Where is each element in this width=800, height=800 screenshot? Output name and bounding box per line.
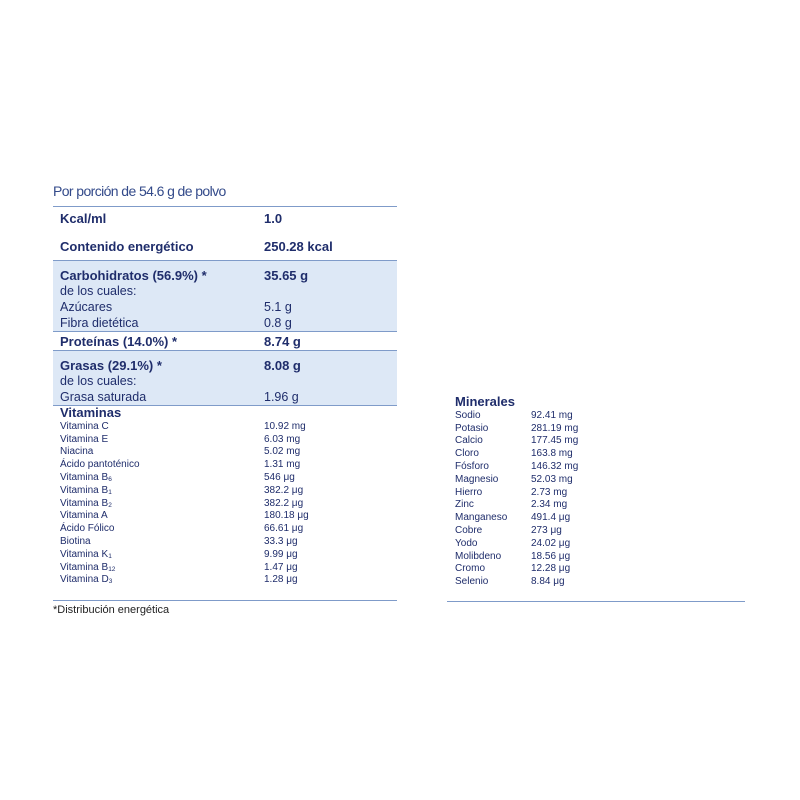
- vitamins-value: 66.61 μg: [264, 523, 304, 535]
- minerals-row: [447, 524, 745, 537]
- protein-label: Proteínas (14.0%) *: [60, 333, 178, 349]
- minerals-value: 2.73 mg: [531, 486, 568, 498]
- minerals-title: Minerales: [455, 394, 515, 409]
- vitamins-name: Vitamina $K_1$: [60, 548, 112, 560]
- carbs-row: [53, 267, 397, 283]
- vitamins-row: [53, 548, 397, 561]
- fat-block: [53, 350, 397, 405]
- minerals-name: Cromo: [455, 563, 486, 575]
- minerals-row: [447, 460, 745, 473]
- sugar-label: Azúcares: [60, 300, 113, 314]
- energy-value: 250.28 kcal: [264, 239, 333, 254]
- vitamins-list: [53, 420, 397, 586]
- minerals-name: Cobre: [455, 525, 483, 537]
- vitamins-value: 1.47 μg: [264, 561, 298, 573]
- sat-fat-value: 1.96 g: [264, 390, 299, 404]
- minerals-name: Fósforo: [455, 461, 489, 473]
- minerals-name: Hierro: [455, 486, 483, 498]
- vitamins-value: 1.31 mg: [264, 459, 301, 471]
- footnote: *Distribución energética: [53, 604, 170, 616]
- fat-of-which: de los cuales:: [60, 374, 137, 388]
- minerals-value: 281.19 mg: [531, 422, 579, 434]
- serving-caption: Por porción de 54.6 g de polvo: [53, 183, 226, 199]
- minerals-value: 177.45 mg: [531, 435, 579, 447]
- table-bottom-divider: [53, 600, 397, 601]
- vitamins-row: [53, 458, 397, 471]
- minerals-section: [447, 395, 745, 588]
- protein-row: [53, 331, 397, 350]
- minerals-row: [447, 447, 745, 460]
- minerals-bottom-divider: [447, 601, 745, 602]
- minerals-name: Magnesio: [455, 473, 499, 485]
- minerals-row: [447, 563, 745, 576]
- vitamins-value: 6.03 mg: [264, 433, 301, 445]
- kcal-value: 1.0: [264, 210, 283, 226]
- minerals-name: Potasio: [455, 422, 489, 434]
- minerals-value: 163.8 mg: [531, 448, 573, 460]
- vitamins-row: [53, 510, 397, 523]
- fiber-label: Fibra dietética: [60, 316, 139, 330]
- fat-row: [53, 357, 397, 373]
- vitamins-name: Biotina: [60, 536, 91, 548]
- minerals-value: 2.34 mg: [531, 499, 568, 511]
- minerals-row: [447, 499, 745, 512]
- vitamins-row: [53, 446, 397, 459]
- vitamins-subscript: 1: [108, 488, 112, 496]
- minerals-row: [447, 473, 745, 486]
- minerals-value: 491.4 μg: [531, 512, 571, 524]
- fat-of-which-row: [53, 373, 397, 389]
- carbs-label: Carbohidratos (56.9%) *: [60, 267, 207, 283]
- vitamins-name: Vitamina $B_2$: [60, 497, 112, 509]
- vitamins-name: Vitamina $B_{12}$: [60, 561, 116, 573]
- sat-fat-label: Grasa saturada: [60, 390, 147, 404]
- minerals-value: 24.02 μg: [531, 537, 571, 549]
- vitamins-subscript: 12: [108, 565, 116, 573]
- carbs-of-which: de los cuales:: [60, 284, 137, 298]
- vitamins-name: Vitamina $D_3$: [60, 574, 113, 586]
- vitamins-row: [53, 420, 397, 433]
- vitamins-row: [53, 574, 397, 587]
- minerals-name: Manganeso: [455, 512, 508, 524]
- fiber-row: [53, 315, 397, 331]
- minerals-name: Selenio: [455, 576, 489, 588]
- sugar-value: 5.1 g: [264, 300, 292, 314]
- vitamins-value: 1.28 μg: [264, 574, 298, 586]
- minerals-name: Sodio: [455, 409, 481, 421]
- vitamins-name: Ácido pantoténico: [60, 459, 140, 471]
- minerals-value: 8.84 μg: [531, 576, 565, 588]
- minerals-row: [447, 409, 745, 422]
- vitamins-value: 10.92 mg: [264, 420, 306, 432]
- minerals-value: 12.28 μg: [531, 563, 571, 575]
- fat-label: Grasas (29.1%) *: [60, 357, 162, 373]
- vitamins-subscript: 3: [108, 578, 113, 586]
- minerals-row: [447, 511, 745, 524]
- carbs-of-which-row: [53, 283, 397, 299]
- vitamins-value: 9.99 μg: [264, 548, 298, 560]
- vitamins-name: Vitamina E: [60, 433, 109, 445]
- vitamins-value: 546 μg: [264, 472, 295, 484]
- vitamins-section: [53, 405, 397, 586]
- vitamins-row: [53, 535, 397, 548]
- minerals-name: Zinc: [455, 499, 474, 511]
- sugar-row: [53, 299, 397, 315]
- vitamins-name: Vitamina $B_6$: [60, 472, 112, 484]
- vitamins-subscript: 1: [108, 552, 112, 560]
- minerals-row: [447, 575, 745, 588]
- kcal-label: Kcal/ml: [60, 210, 107, 226]
- minerals-value: 273 μg: [531, 525, 562, 537]
- kcal-row: [53, 206, 397, 229]
- vitamins-name: Vitamina A: [60, 510, 108, 522]
- vitamins-row: [53, 433, 397, 446]
- vitamins-row: [53, 471, 397, 484]
- minerals-name: Molibdeno: [455, 550, 502, 562]
- minerals-value: 92.41 mg: [531, 409, 573, 421]
- minerals-name: Calcio: [455, 435, 483, 447]
- vitamins-name: Niacina: [60, 446, 94, 458]
- vitamins-value: 5.02 mg: [264, 446, 301, 458]
- vitamins-subscript: 6: [108, 476, 112, 484]
- sat-fat-row: [53, 389, 397, 405]
- vitamins-subscript: 2: [108, 501, 112, 509]
- fat-value: 8.08 g: [264, 357, 301, 373]
- minerals-row: [447, 435, 745, 448]
- minerals-row: [447, 537, 745, 550]
- fiber-value: 0.8 g: [264, 316, 292, 330]
- minerals-row: [447, 486, 745, 499]
- minerals-name: Cloro: [455, 448, 479, 460]
- vitamins-row: [53, 484, 397, 497]
- vitamins-row: [53, 497, 397, 510]
- vitamins-name: Vitamina $B_1$: [60, 484, 112, 496]
- vitamins-name: Vitamina C: [60, 420, 109, 432]
- minerals-value: 52.03 mg: [531, 473, 573, 485]
- vitamins-row: [53, 561, 397, 574]
- vitamins-value: 33.3 μg: [264, 536, 298, 548]
- nutrition-table: [53, 206, 397, 586]
- minerals-value: 18.56 μg: [531, 550, 571, 562]
- minerals-row: [447, 422, 745, 435]
- carbs-block: [53, 260, 397, 331]
- vitamins-value: 180.18 μg: [264, 510, 309, 522]
- vitamins-value: 382.2 μg: [264, 484, 304, 496]
- vitamins-name: Ácido Fólico: [60, 523, 115, 535]
- minerals-list: [447, 409, 745, 588]
- carbs-value: 35.65 g: [264, 267, 309, 283]
- vitamins-value: 382.2 μg: [264, 497, 304, 509]
- energy-row: [53, 229, 397, 256]
- vitamins-title: Vitaminas: [60, 405, 122, 420]
- minerals-name: Yodo: [455, 537, 478, 549]
- energy-label: Contenido energético: [60, 239, 194, 254]
- minerals-value: 146.32 mg: [531, 461, 579, 473]
- vitamins-row: [53, 522, 397, 535]
- minerals-row: [447, 550, 745, 563]
- protein-value: 8.74 g: [264, 333, 301, 349]
